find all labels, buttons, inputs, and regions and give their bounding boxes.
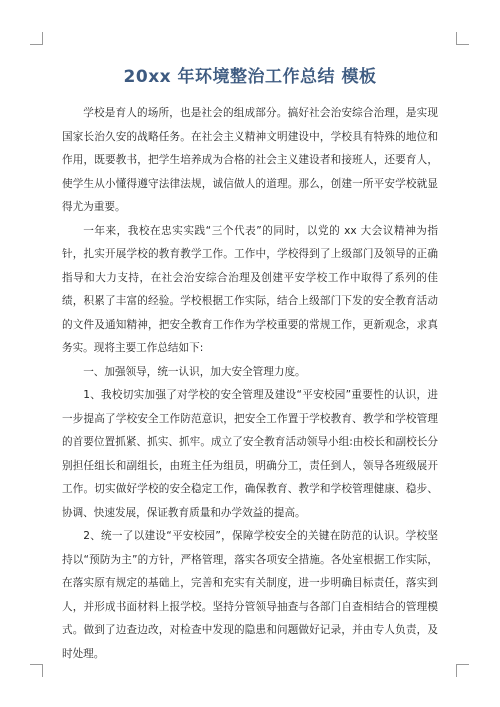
crop-mark-bottom-right (456, 664, 469, 677)
document-title: 20xx 年环境整治工作总结 模板 (123, 67, 377, 87)
document-body (62, 102, 438, 666)
paragraph-overview: 一年来，我校在忠实实践“三个代表”的同时，以党的 xx 大会议精神为指针，扎实开展学校的教育教学工作。工作中，学校得到了上级部门及领导的正确指导和大力支持，在社会治安综合治理及创建平安学校工作中取得了系列的佳绩，积累了丰富的经验。学校根据工作实际，结合上级部门下发的安全教育活动的文件及通知精神，把安全教育工作作为学校重要的常规工作，更新观念，求真务实。现将主要工作总结如下: (62, 224, 438, 354)
paragraph-item-2: 2、统一了以建设“平安校园”，保障学校安全的关键在防范的认识。学校坚持以“预防为主”的方针，严格管理，落实各项安全措施。各处室根据工作实际，在落实原有规定的基础上，完善和充实有关制度，进一步明确目标责任，落实到人，并形成书面材料上报学校。坚持分管领导抽查与各部门自查相结合的管理模式。做到了边查边改，对检查中发现的隐患和问题做好记录，并由专人负责，及时处理。 (62, 530, 438, 660)
crop-mark-top-left (30, 32, 43, 45)
crop-mark-bottom-left (30, 664, 43, 677)
section-heading-1: 一、加强领导，统一认识，加大安全管理力度。 (83, 365, 306, 378)
paragraph-item-1: 1、我校切实加强了对学校的安全管理及建设“平安校园”重要性的认识，进一步提高了学校安全工作防范意识，把安全工作置于学校教育、教学和学校管理的首要位置抓紧、抓实、抓牢。成立了安全教育活动领导小组:由校长和副校长分别担任组长和副组长，由班主任为组员，明确分工，责任到人，领导各班级展开工作。切实做好学校的安全稳定工作，确保教育、教学和学校管理健康、稳步、协调、快速发展，保证教育质量和办学效益的提高。 (62, 389, 438, 519)
paragraph-intro: 学校是育人的场所，也是社会的组成部分。搞好社会治安综合治理，是实现国家长治久安的战略任务。在社会主义精神文明建设中，学校具有特殊的地位和作用，既要教书，把学生培养成为合格的社会主义建设者和接班人，还要育人，使学生从小懂得遵守法律法规，诚信做人的道理。那么，创建一所平安学校就显得尤为重要。 (62, 107, 438, 213)
crop-mark-top-right (456, 32, 469, 45)
